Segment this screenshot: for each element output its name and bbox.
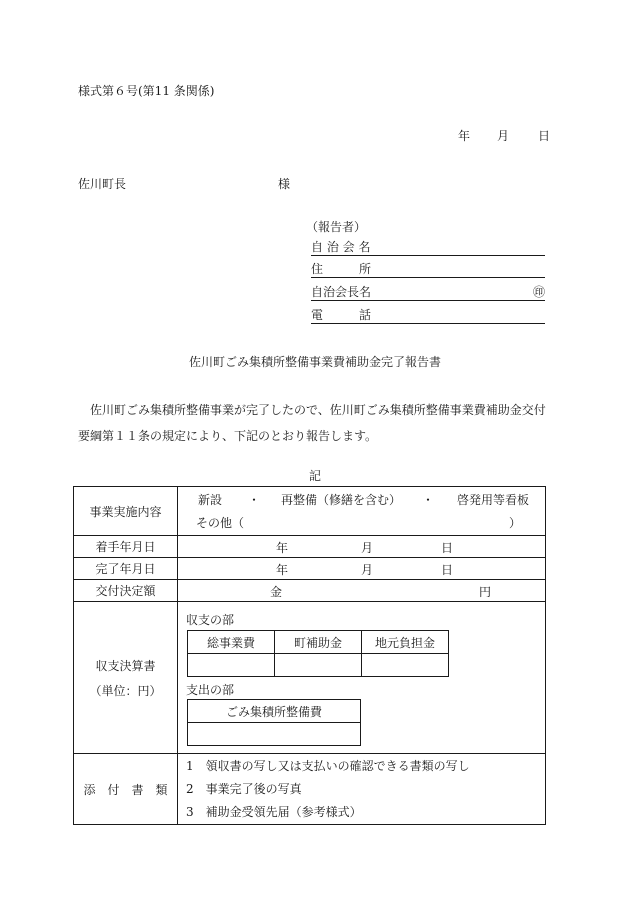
end-date-row (74, 558, 546, 580)
income-town-subsidy-input[interactable] (275, 654, 362, 677)
honorific: 様 (278, 177, 291, 191)
row-label: 着手年月日 (74, 536, 178, 558)
income-header-local-share: 地元負担金 (362, 631, 449, 654)
year-label: 年 (276, 563, 289, 577)
settlement-cell (178, 602, 546, 754)
unit-label: （単位：円） (89, 683, 162, 698)
expense-input[interactable] (188, 723, 361, 746)
settlement-label: 収支決算書 (95, 658, 156, 673)
row-label (74, 602, 178, 754)
separator: ・ (422, 493, 435, 507)
grant-amount-row (74, 580, 546, 602)
expense-section-title: 支出の部 (186, 683, 235, 697)
reporter-phone-field[interactable] (311, 302, 545, 324)
reporter-field-label: 電 話 (311, 308, 372, 322)
option-other[interactable]: その他（ (196, 516, 245, 530)
month-label: 月 (361, 563, 374, 577)
row-label: 完了年月日 (74, 558, 178, 580)
body-paragraph: 佐川町ごみ集積所整備事業が完了したので、佐川町ごみ集積所整備事業費補助金交付要綱第１１条の規定により、下記のとおり報告します。 (78, 403, 546, 443)
project-content-row (74, 487, 546, 536)
addressee: 佐川町長 (78, 177, 127, 191)
date-month-label: 月 (497, 129, 510, 143)
month-label: 月 (361, 541, 374, 555)
income-header-town-subsidy: 町補助金 (275, 631, 362, 654)
option-new[interactable]: 新設 (198, 493, 223, 507)
option-sign[interactable]: 啓発用等看板 (457, 493, 530, 507)
start-date-cell[interactable] (178, 536, 546, 558)
yen-label: 円 (479, 585, 492, 599)
attachments-row (74, 754, 546, 825)
separator: ・ (248, 493, 261, 507)
reporter-field-label: 自治会長名 (311, 285, 372, 299)
form-number: 様式第６号(第11 条関係) (78, 84, 215, 98)
year-label: 年 (276, 541, 289, 555)
settlement-row (74, 602, 546, 754)
ki-heading: 記 (308, 469, 321, 483)
row-label: 添 付 書 類 (74, 754, 178, 825)
reporter-association-field[interactable] (311, 234, 545, 256)
date-year-label: 年 (458, 129, 471, 143)
attachment-item: 3 補助金受領先届（参考様式） (186, 804, 362, 819)
reporter-field-label: 住 所 (311, 262, 372, 276)
reporter-label: （報告者） (306, 220, 367, 234)
document-title: 佐川町ごみ集積所整備事業費補助金完了報告書 (188, 355, 441, 369)
other-close-paren: ） (509, 516, 522, 530)
kin-label: 金 (270, 585, 283, 599)
income-table (187, 630, 449, 677)
reporter-address-field[interactable] (311, 256, 545, 278)
income-total-input[interactable] (188, 654, 275, 677)
end-date-cell[interactable] (178, 558, 546, 580)
seal-mark: ㊞ (532, 285, 545, 299)
date-day-label: 日 (538, 129, 551, 143)
attachment-item: 1 領収書の写し又は支払いの確認できる書類の写し (186, 758, 470, 773)
income-local-share-input[interactable] (362, 654, 449, 677)
option-repair[interactable]: 再整備（修繕を含む） (281, 493, 402, 507)
row-label: 交付決定額 (74, 580, 178, 602)
reporter-chair-field[interactable] (311, 279, 545, 301)
row-label: 事業実施内容 (74, 487, 178, 536)
expense-header: ごみ集積所整備費 (188, 700, 361, 723)
day-label: 日 (441, 541, 454, 555)
attachments-cell (178, 754, 546, 825)
project-content-cell (178, 487, 546, 536)
attachment-item: 2 事業完了後の写真 (186, 781, 302, 796)
day-label: 日 (441, 563, 454, 577)
income-section-title: 収支の部 (186, 613, 235, 627)
reporter-field-label: 自 治 会 名 (311, 240, 371, 254)
income-header-total: 総事業費 (188, 631, 275, 654)
expense-table (187, 699, 361, 746)
report-table (73, 486, 546, 825)
start-date-row (74, 536, 546, 558)
grant-amount-cell[interactable] (178, 580, 546, 602)
